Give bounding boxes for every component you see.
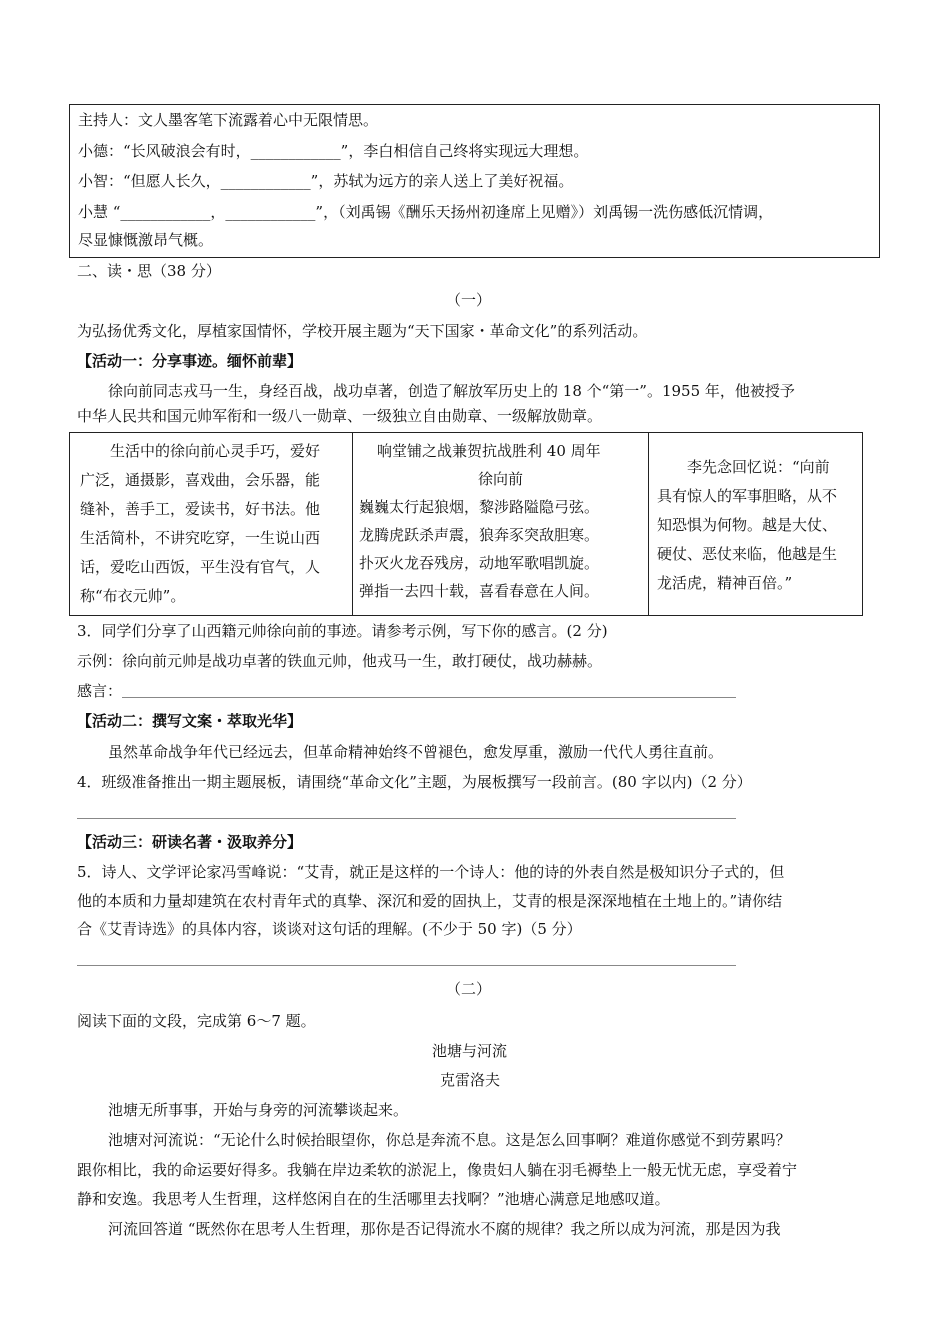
q5-line-2: 他的本质和力量却建筑在农村青年式的真挚、深沉和爱的固执上，艾青的根是深深地植在土地上的。”请你结 <box>77 892 783 910</box>
activity1-heading: 【活动一：分享事迹。缅怀前辈】 <box>77 352 303 370</box>
activity2-para: 虽然革命战争年代已经远去，但革命精神始终不曾褪色，愈发厚重，激励一代代人勇往直前。 <box>108 743 724 761</box>
activity1-para-2: 中华人民共和国元帅军衔和一级八一勋章、一级独立自由勋章、一级解放勋章。 <box>77 407 603 425</box>
story-para-2-line-2: 跟你相比，我的命运要好得多。我躺在岸边柔软的淤泥上，像贵妇人躺在羽毛褥垫上一般无忧无虑，享受着宁 <box>77 1161 798 1179</box>
poem-line: 龙腾虎跃杀声震，狼奔豕突敌胆寒。 <box>359 526 600 544</box>
story-para-3: 河流回答道 “既然你在思考人生哲理，那你是否记得流水不腐的规律？我之所以成为河流，那是因为我 <box>108 1220 781 1238</box>
part1-title: （一） <box>446 291 492 309</box>
part2-title: （二） <box>446 980 492 998</box>
q3-answer-line[interactable] <box>122 697 736 698</box>
poem-line: 巍巍太行起狼烟，黎涉路隘隐弓弦。 <box>359 498 600 516</box>
story-para-1: 池塘无所事事，开始与身旁的河流攀谈起来。 <box>108 1101 409 1119</box>
table-col-poem <box>352 433 648 615</box>
q3-answer-label: 感言： <box>77 682 123 700</box>
section-title: 二、读・思（38 分） <box>77 262 221 280</box>
poem-title: 响堂铺之战兼贺抗战胜利 40 周年 <box>377 442 601 460</box>
table-text: 称“布衣元帅”。 <box>80 587 186 605</box>
activity3-heading: 【活动三：研读名著・汲取养分】 <box>77 833 303 851</box>
q3-question: 3．同学们分享了山西籍元帅徐向前的事迹。请参考示例，写下你的感言。(2 分) <box>77 622 608 640</box>
table-text: 缝补，善手工，爱读书，好书法。他 <box>80 500 321 518</box>
table-text: 知恐惧为何物。越是大仗、 <box>657 516 838 534</box>
xiaohui-line: 小慧 “____________，____________”，（刘禹锡《酬乐天扬州初逢席上见赠》）刘禹锡一洗伤感低沉情调， <box>78 203 774 221</box>
table-col-quote <box>648 433 862 615</box>
story-para-2-line-1: 池塘对河流说：“无论什么时候抬眼望你，你总是奔流不息。这是怎么回事啊？难道你感觉不到劳累吗？ <box>108 1131 791 1149</box>
story-para-2-line-3: 静和安逸。我思考人生哲理，这样悠闲自在的生活哪里去找啊？”池塘心满意足地感叹道。 <box>77 1190 670 1208</box>
q5-line-1: 5．诗人、文学评论家冯雪峰说：“艾青，就正是这样的一个诗人：他的诗的外表自然是极知识分子式的，但 <box>77 863 785 881</box>
part2-intro: 阅读下面的文段，完成第 6～7 题。 <box>77 1012 316 1030</box>
q3-example: 示例：徐向前元帅是战功卓著的铁血元帅，他戎马一生，敢打硬仗，战功赫赫。 <box>77 652 603 670</box>
q5-line-3: 合《艾青诗选》的具体内容，谈谈对这句话的理解。(不少于 50 字)（5 分） <box>77 920 582 938</box>
table-text: 龙活虎，精神百倍。” <box>657 574 793 592</box>
xiaozhi-line: 小智：“但愿人长久，____________”，苏轼为远方的亲人送上了美好祝福。 <box>78 172 574 190</box>
table-text: 话，爱吃山西饭，平生没有官气，人 <box>80 558 321 576</box>
table-text: 李先念回忆说：“向前 <box>687 458 830 476</box>
q5-answer-line[interactable] <box>77 965 736 966</box>
poem-author: 徐向前 <box>477 470 523 488</box>
poetry-fill-box <box>69 104 880 258</box>
activity2-heading: 【活动二：撰写文案・萃取光华】 <box>77 712 303 730</box>
xiaode-line: 小德：“长风破浪会有时，____________”，李白相信自己终将实现远大理想。 <box>78 142 589 160</box>
poem-line: 扑灭火龙吞残房，动地军歌唱凯旋。 <box>359 554 600 572</box>
q4-answer-line[interactable] <box>77 818 736 819</box>
activity1-para-1: 徐向前同志戎马一生，身经百战，战功卓著，创造了解放军历史上的 18 个“第一”。1955 年，他被授予 <box>108 382 795 400</box>
intro-text: 为弘扬优秀文化，厚植家国情怀，学校开展主题为“天下国家・革命文化”的系列活动。 <box>77 322 648 340</box>
table-text: 广泛，通摄影，喜戏曲，会乐器，能 <box>80 471 321 489</box>
q4-question: 4．班级准备推出一期主题展板，请围绕“革命文化”主题，为展板撰写一段前言。(80 字以内)（2 分） <box>77 773 752 791</box>
host-line: 主持人：文人墨客笔下流露着心中无限情思。 <box>78 111 379 129</box>
table-text: 硬仗、恶仗来临，他越是生 <box>657 545 838 563</box>
info-table <box>69 432 863 616</box>
table-col-life <box>70 433 352 615</box>
table-text: 生活中的徐向前心灵手巧，爱好 <box>110 442 321 460</box>
poem-line: 弹指一去四十载，喜看春意在人间。 <box>359 582 600 600</box>
story-author: 克雷洛夫 <box>440 1071 501 1089</box>
story-title: 池塘与河流 <box>432 1042 508 1060</box>
table-text: 生活简朴，不讲究吃穿，一生说山西 <box>80 529 321 547</box>
xiaohui-line-cont: 尽显慷慨激昂气概。 <box>78 231 214 249</box>
table-text: 具有惊人的军事胆略，从不 <box>657 487 838 505</box>
